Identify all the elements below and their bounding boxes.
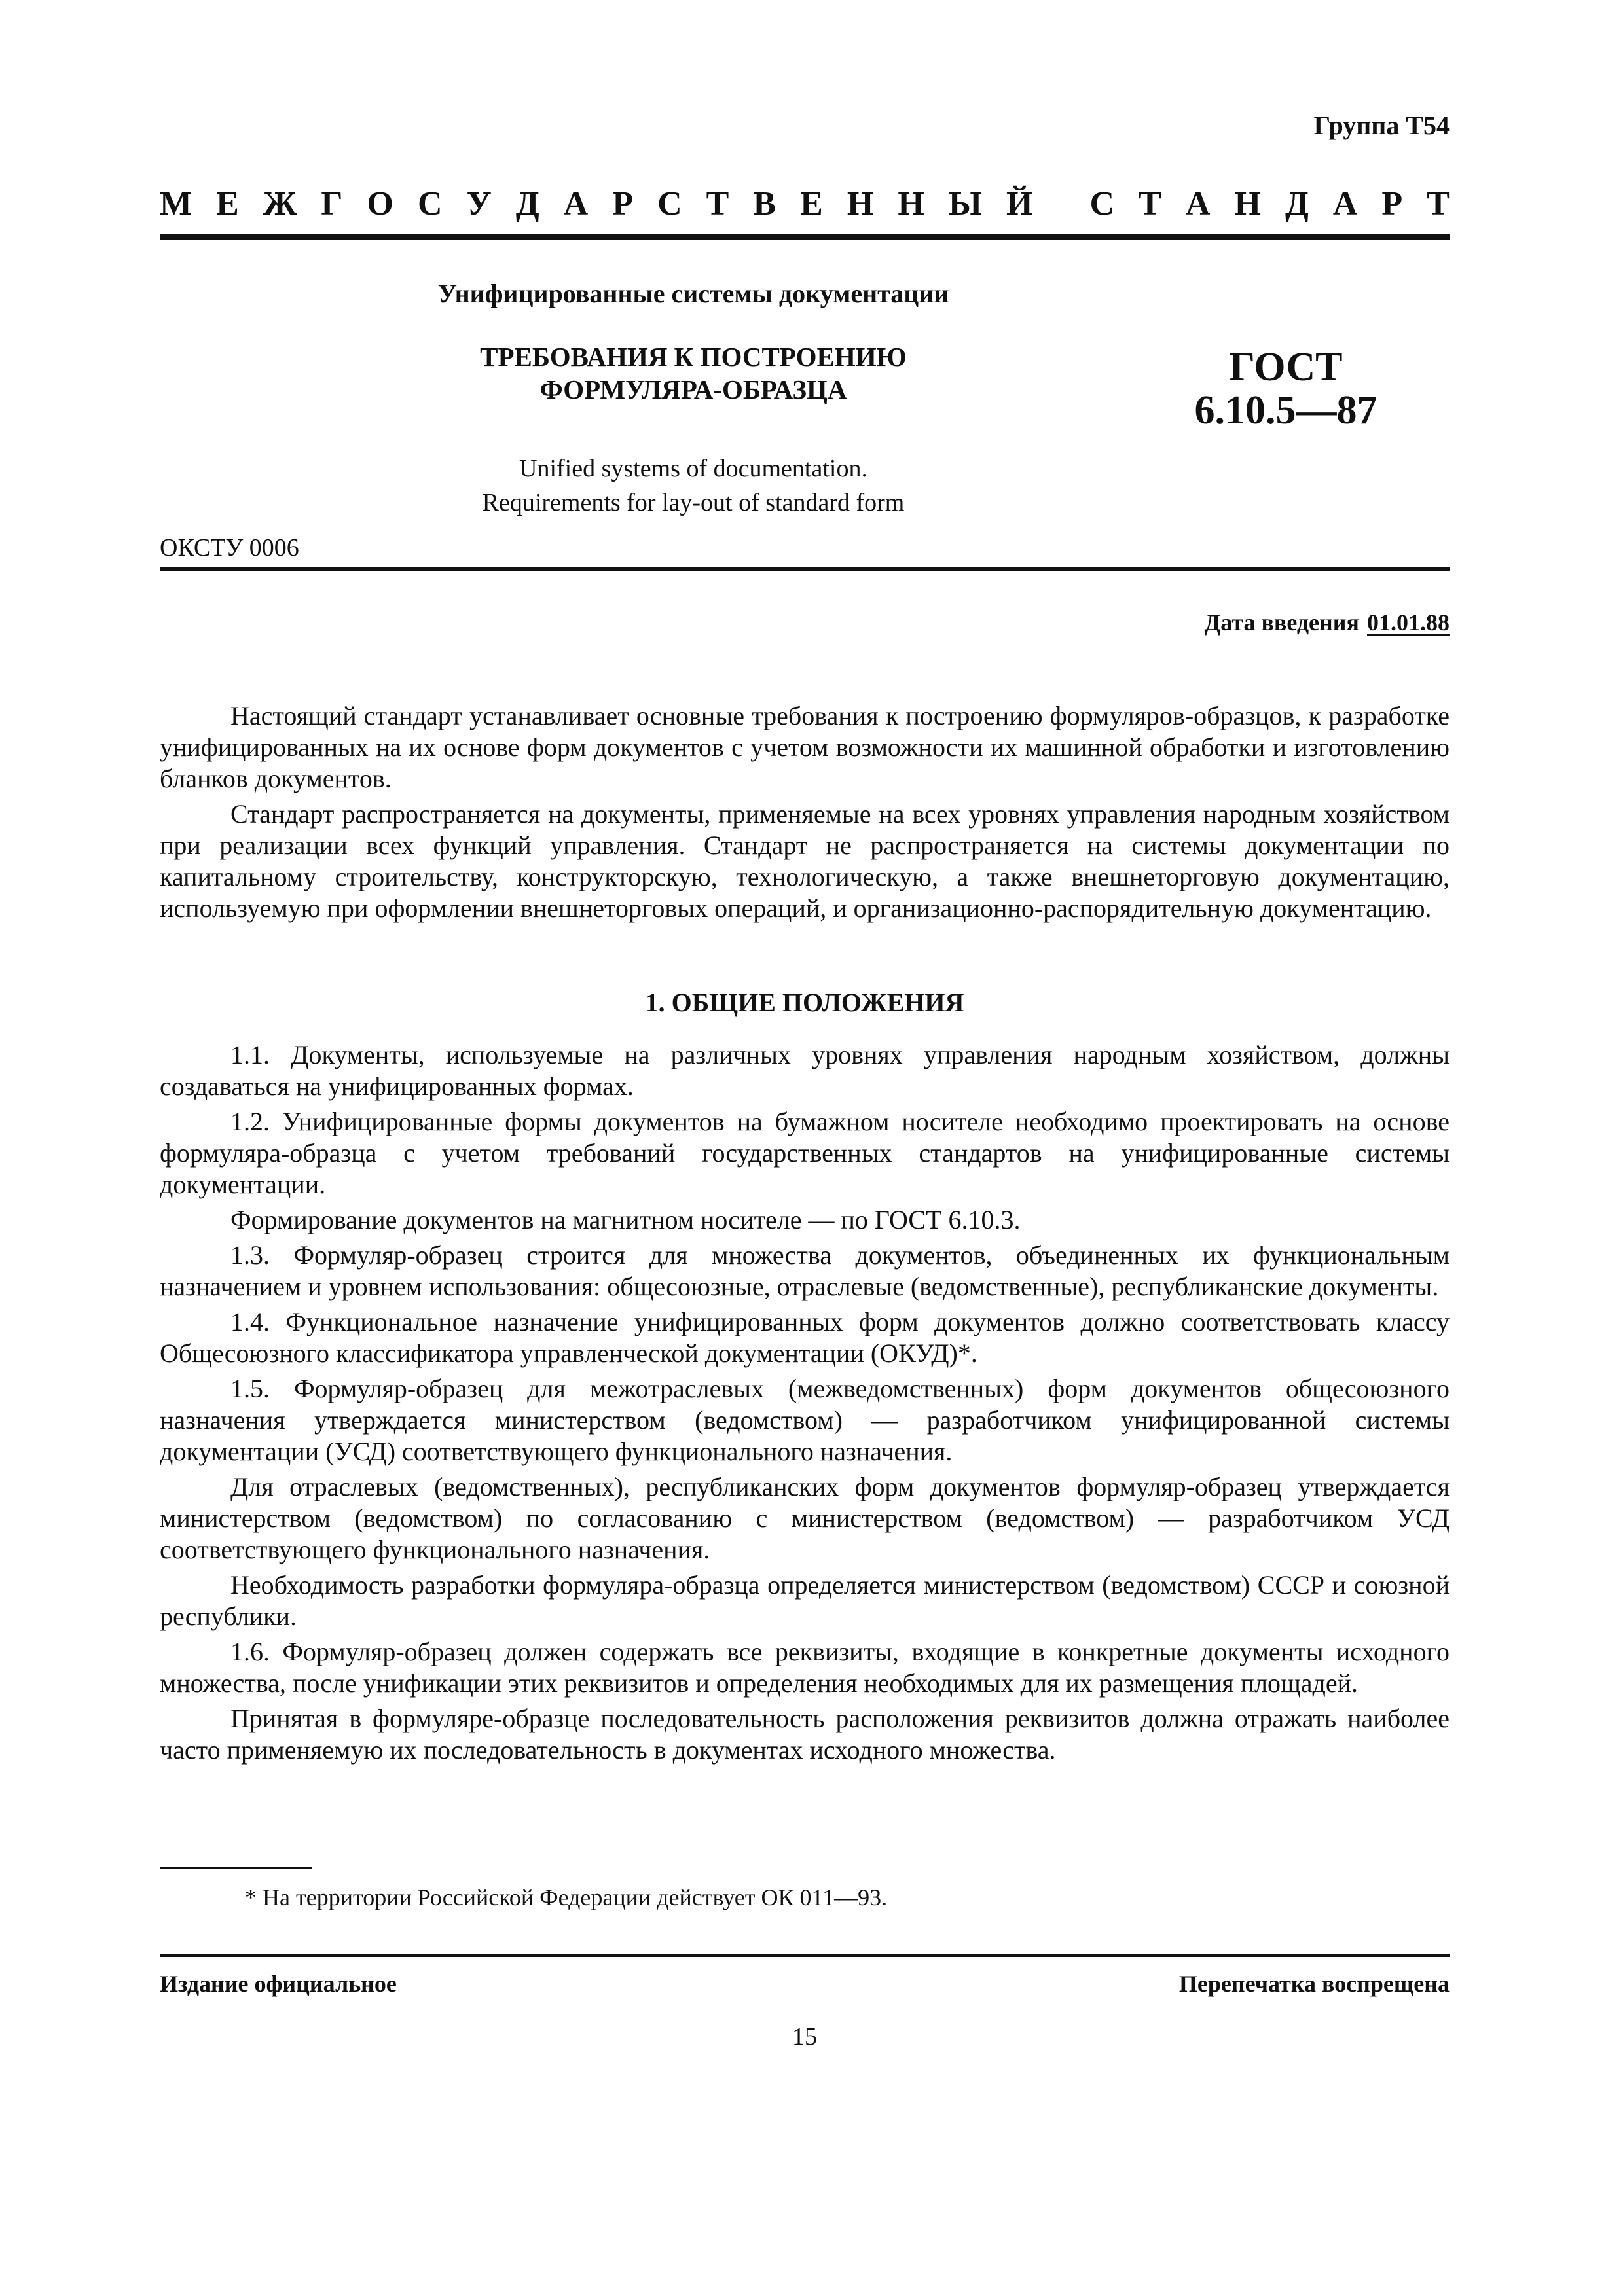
document-page: [160, 0, 1450, 2296]
document-title-line-1: ТРЕБОВАНИЯ К ПОСТРОЕНИЮ: [480, 342, 907, 372]
heading-letter: Д: [515, 185, 539, 223]
heading-letter: Р: [612, 185, 634, 223]
oksu-code: ОКСТУ 0006: [160, 534, 299, 562]
heading-letter: Т: [1427, 185, 1450, 223]
footer-rule: [160, 1954, 1450, 1957]
heading-letter: Ы: [948, 185, 982, 223]
header-rule: [160, 234, 1450, 240]
section-paragraph: Формирование документов на магнитном носителе — по ГОСТ 6.10.3.: [230, 1205, 1021, 1234]
section-paragraph: Для отраслевых (ведомственных), республиканских форм документов формуляр-образец утверждается министерством (ведомством) по согласованию с министерством (ведомством) — разработчиком УСД соответствующего функционального назначения.: [160, 1472, 1450, 1564]
section-paragraph: 1.1. Документы, используемые на различных уровнях управления народным хозяйством, должны создаваться на унифицированных формах.: [160, 1040, 1450, 1101]
heading-letter: У: [466, 185, 492, 223]
document-title-line-2: ФОРМУЛЯРА-ОБРАЗЦА: [539, 374, 847, 404]
heading-letter: А: [563, 185, 589, 223]
heading-letter: С: [417, 185, 443, 223]
heading-letter: О: [367, 185, 393, 223]
section-paragraph: Принятая в формуляре-образце последовательность расположения реквизитов должна отражать наиболее часто применяемую их последовательность в документах исходного множества.: [160, 1704, 1450, 1765]
heading-letter: Е: [800, 185, 823, 223]
official-edition-label: Издание официальное: [160, 1971, 397, 1997]
heading-letter: С: [1089, 185, 1115, 223]
section-paragraph: 1.3. Формуляр-образец строится для множества документов, объединенных их функциональным назначением и уровнем использования: общесоюзные, отраслевые (ведомственные), республиканские документы.: [160, 1240, 1450, 1301]
section-paragraph: Необходимость разработки формуляра-образца определяется министерством (ведомством) СССР и союзной республики.: [160, 1570, 1450, 1631]
reprint-prohibited-label: Перепечатка воспрещена: [1178, 1971, 1450, 1997]
heading-letter: Д: [1285, 185, 1309, 223]
section-heading: 1. ОБЩИЕ ПОЛОЖЕНИЯ: [645, 988, 964, 1017]
heading-letter: Е: [216, 185, 239, 223]
heading-letter: Г: [321, 185, 343, 223]
gost-designation: [1178, 346, 1394, 432]
heading-word-gap: [1057, 185, 1065, 223]
heading-letter: Н: [1234, 185, 1261, 223]
introduction-date-label: Дата введения: [1204, 609, 1359, 636]
heading-letter: Й: [1006, 185, 1033, 223]
footnote-rule: [160, 1867, 312, 1869]
heading-letter: В: [753, 185, 776, 223]
classification-rule: [160, 567, 1450, 571]
preamble-paragraph: Стандарт распространяется на документы, применяемые на всех уровнях управления народным хозяйством при реализации всех функций управления. Стандарт не распространяется на системы документации по капитальному строительству, конструкторскую, технологическую, а также внешнеторговую документацию, используемую при оформлении внешнеторговых операций, и организационно-распорядительную документацию.: [160, 799, 1450, 923]
spaced-heading-letters: [160, 185, 1450, 223]
heading-letter: С: [657, 185, 682, 223]
gost-label: ГОСТ: [1229, 345, 1343, 389]
system-title: Унифицированные системы документации: [437, 279, 949, 308]
heading-letter: Т: [1139, 185, 1161, 223]
section-paragraph: 1.2. Унифицированные формы документов на бумажном носителе необходимо проектировать на основе формуляра-образца с учетом требований государственных стандартов на унифицированные системы документации.: [160, 1107, 1450, 1199]
gost-number: 6.10.5—87: [1194, 388, 1377, 433]
introduction-date: [1205, 609, 1450, 636]
introduction-date-value: 01.01.88: [1367, 609, 1450, 636]
heading-letter: Р: [1381, 185, 1403, 223]
heading-letter: Н: [847, 185, 874, 223]
section-paragraph: 1.6. Формуляр-образец должен содержать все реквизиты, входящие в конкретные документы исходного множества, после унификации этих реквизитов и определения необходимых для их размещения площадей.: [160, 1637, 1450, 1698]
section-paragraph: 1.5. Формуляр-образец для межотраслевых (межведомственных) форм документов общесоюзного назначения утверждается министерством (ведомством) — разработчиком унифицированной системы документации (УСД) соответствующего функционального назначения.: [160, 1374, 1450, 1466]
english-title: [363, 452, 1024, 520]
footnote: * На территории Российской Федерации действует ОК 011—93.: [245, 1884, 888, 1910]
heading-letter: А: [1185, 185, 1211, 223]
preamble-paragraph: Настоящий стандарт устанавливает основные требования к построению формуляров-образцов, к разработке унифицированных на их основе форм документов с учетом возможности их машинной обработки и изготовлению бланков документов.: [160, 701, 1450, 793]
english-title-line-1: Unified systems of documentation.: [519, 455, 867, 482]
preamble: [160, 700, 1450, 928]
group-label: Группа Т54: [1313, 111, 1450, 140]
heading-letter: Н: [898, 185, 924, 223]
standard-type-heading: [160, 185, 1450, 223]
heading-letter: Ж: [263, 185, 297, 223]
english-title-line-2: Requirements for lay-out of standard form: [482, 489, 905, 516]
section-paragraph: 1.4. Функциональное назначение унифицированных форм документов должно соответствовать классу Общесоюзного классификатора управленческой документации (ОКУД)*.: [160, 1307, 1450, 1368]
heading-letter: А: [1332, 185, 1358, 223]
page-number: 15: [792, 2023, 817, 2051]
document-title: [363, 340, 1024, 406]
heading-letter: Т: [706, 185, 729, 223]
section-body: [160, 1039, 1450, 1770]
heading-letter: М: [160, 185, 192, 223]
